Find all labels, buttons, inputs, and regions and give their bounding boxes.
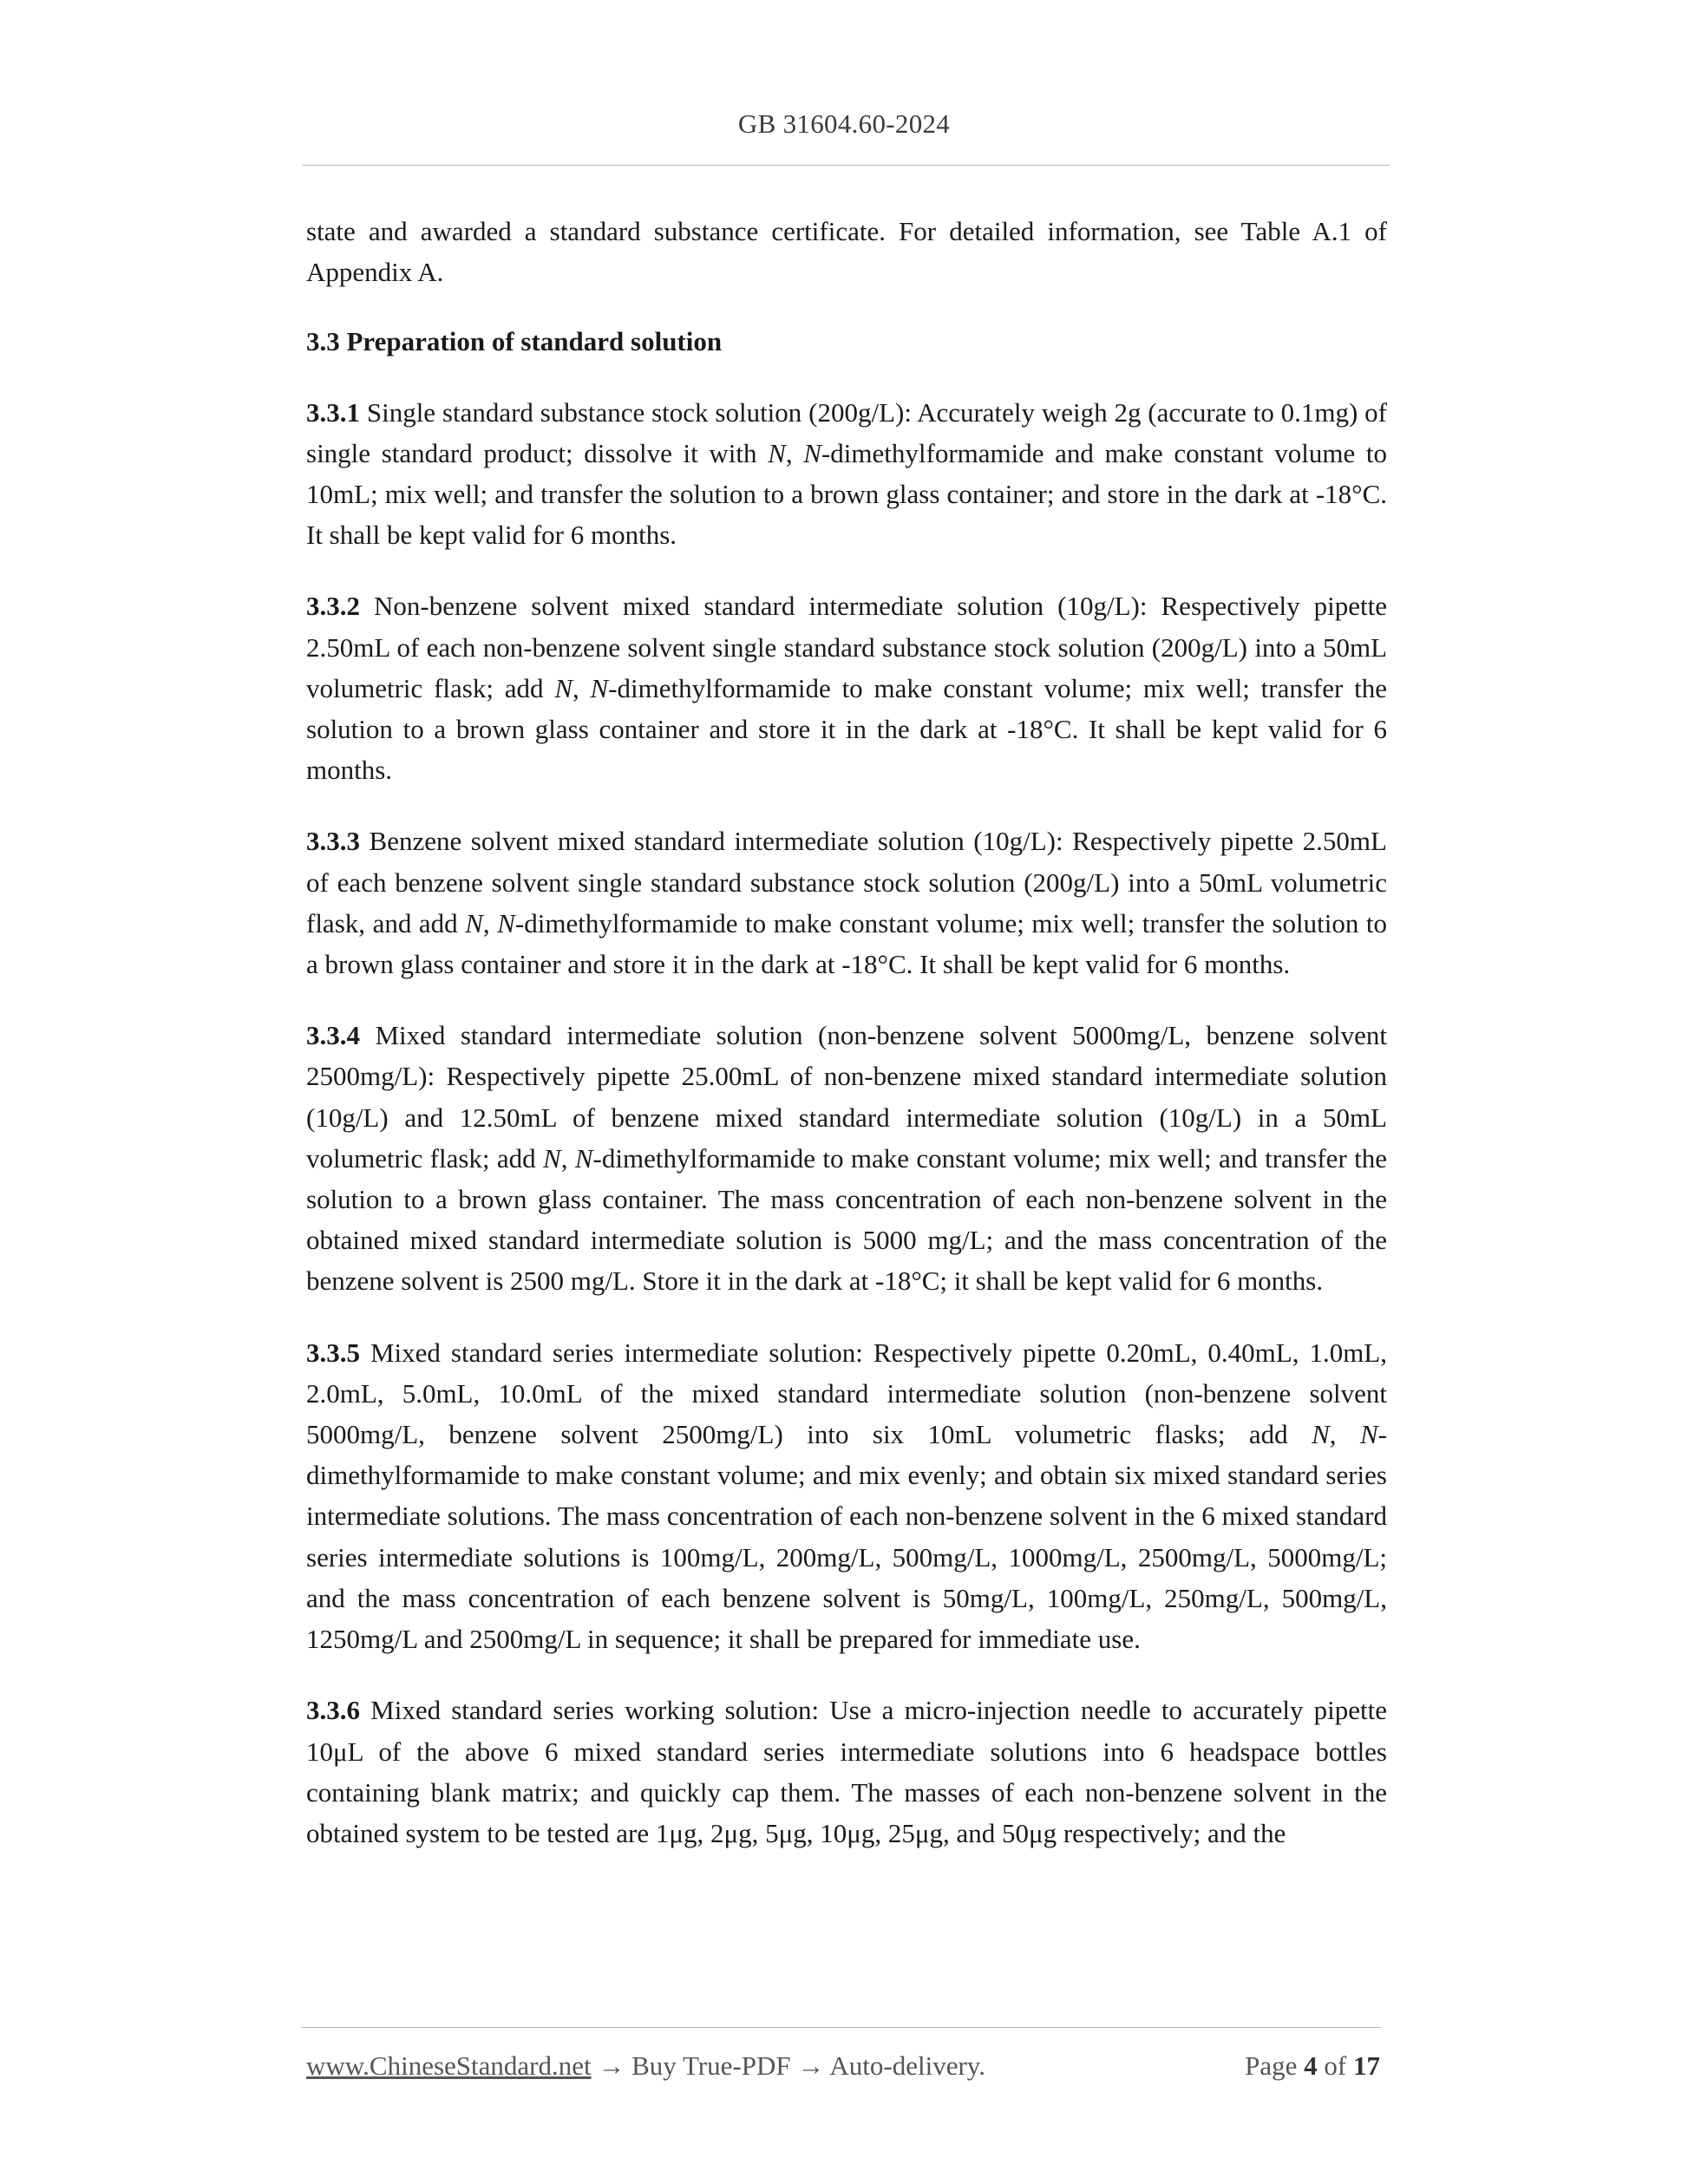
- page-indicator: [1245, 2050, 1380, 2082]
- page-label: Page: [1245, 2050, 1298, 2081]
- italic-n: N: [768, 437, 786, 468]
- paragraph-text: -dimethylformamide to make constant volume; mix well; and transfer the solution to a brown glass container. The mass concentration of each non-benzene solvent in the obtained mixed standard intermediate solution is 5000 mg/L; and the mass concentration of the benzene solvent is 2500 mg/L. Store it in the dark at -18°C; it shall be kept valid for 6 months.: [306, 1142, 1388, 1297]
- paragraph-text: -dimethylformamide to make constant volume; and mix evenly; and obtain six mixed standard series intermediate solutions. The mass concentration of each non-benzene solvent in the 6 mixed standard series intermediate solutions is 100mg/L, 200mg/L, 500mg/L, 1000mg/L, 2500mg/L, 5000mg/L; and the mass concentration of each benzene solvent is 50mg/L, 100mg/L, 250mg/L, 500mg/L, 1250mg/L and 2500mg/L in sequence; it shall be prepared for immediate use.: [306, 1419, 1387, 1655]
- italic-n: N: [590, 672, 609, 703]
- paragraph-text: -dimethylformamide to make constant volume; mix well; transfer the solution to a brown glass container and store it in the dark at -18°C. It shall be kept valid for 6 months.: [306, 672, 1388, 786]
- site-link[interactable]: www.ChineseStandard.net: [306, 2050, 592, 2081]
- italic-n: N: [497, 907, 515, 938]
- section-heading: 3.3 Preparation of standard solution: [306, 326, 723, 357]
- of-label: of: [1324, 2050, 1347, 2081]
- header-divider: [302, 165, 1390, 166]
- intro-paragraph: state and awarded a standard substance certificate. For detailed information, see Table A.1 of Appendix A.: [306, 216, 1387, 288]
- clause-number: 3.3.1: [306, 396, 360, 428]
- italic-n: N: [1359, 1419, 1378, 1450]
- paragraph-3-3-6: [306, 1690, 1387, 1854]
- paragraph-3-3-2: [306, 585, 1387, 790]
- italic-n: N: [554, 672, 572, 703]
- paragraph-text: ,: [785, 437, 804, 468]
- document-header: GB 31604.60-2024: [737, 108, 951, 139]
- buy-pdf-text: Buy True-PDF: [631, 2050, 791, 2081]
- italic-n: N: [1312, 1419, 1330, 1450]
- page-number: 4: [1304, 2050, 1318, 2081]
- auto-delivery-text: Auto-delivery.: [829, 2050, 986, 2081]
- paragraph-text: ,: [1329, 1419, 1360, 1450]
- paragraph-3-3-3: [306, 821, 1387, 984]
- document-body: [306, 211, 1387, 1884]
- clause-number: 3.3.6: [306, 1695, 360, 1726]
- paragraph-text: -dimethylformamide to make constant volume; mix well; transfer the solution to a brown glass container and store it in the dark at -18°C. It shall be kept valid for 6 months.: [306, 907, 1388, 980]
- paragraph-text: Non-benzene solvent mixed standard intermediate solution (10g/L): Respectively pipette 2.50mL of each non-benzene solvent single standard substance stock solution (200g/L) into a 50mL volumetric flask; add: [306, 591, 1387, 703]
- paragraph-text: Benzene solvent mixed standard intermediate solution (10g/L): Respectively pipette 2.50mL of each benzene solvent single standard substance stock solution (200g/L) into a 50mL volumetric flask, and add: [306, 826, 1387, 938]
- paragraph-3-3-4: [306, 1015, 1387, 1301]
- italic-n: N: [465, 907, 483, 938]
- paragraph-text: Single standard substance stock solution (200g/L): Accurately weigh 2g (accurate to 0.1mg) of single standard product; dissolve it with: [306, 396, 1387, 468]
- arrow-icon: →: [598, 2050, 625, 2081]
- clause-number: 3.3.3: [306, 826, 360, 857]
- paragraph-text: Mixed standard intermediate solution (non-benzene solvent 5000mg/L, benzene solvent 2500mg/L): Respectively pipette 25.00mL of non-benzene mixed standard intermediate solution (10g/L) and 12.50mL of benzene mixed standard intermediate solution (10g/L) in a 50mL volumetric flask; add: [306, 1020, 1387, 1174]
- paragraph-3-3-1: [306, 392, 1387, 556]
- italic-n: N: [543, 1142, 561, 1174]
- paragraph-text: ,: [572, 672, 591, 703]
- paragraph-text: ,: [560, 1142, 575, 1174]
- total-pages: 17: [1353, 2050, 1380, 2081]
- clause-number: 3.3.5: [306, 1337, 360, 1368]
- arrow-icon: →: [797, 2050, 825, 2081]
- paragraph-text: Mixed standard series intermediate solution: Respectively pipette 0.20mL, 0.40mL, 1.0mL, 2.0mL, 5.0mL, 10.0mL of the mixed standard intermediate solution (non-benzene solvent 5000mg/L, benzene solvent 2500mg/L) into six 10mL volumetric flasks; add: [306, 1337, 1387, 1450]
- paragraph-3-3-5: [306, 1332, 1387, 1660]
- footer-promo: [306, 2050, 985, 2082]
- footer-divider: [302, 2027, 1381, 2028]
- italic-n: N: [803, 437, 821, 468]
- clause-number: 3.3.4: [306, 1020, 360, 1051]
- paragraph-text: Mixed standard series working solution: Use a micro-injection needle to accurately pipette 10μL of the above 6 mixed standard series intermediate solutions into 6 headspace bottles containing blank matrix; and quickly cap them. The masses of each non-benzene solvent in the obtained system to be tested are 1μg, 2μg, 5μg, 10μg, 25μg, and 50μg respectively; and the: [306, 1695, 1387, 1848]
- paragraph-text: ,: [482, 907, 498, 938]
- clause-number: 3.3.2: [306, 591, 360, 622]
- paragraph-text: -dimethylformamide and make constant volume to 10mL; mix well; and transfer the solution to a brown glass container; and store in the dark at -18°C. It shall be kept valid for 6 months.: [306, 437, 1388, 551]
- italic-n: N: [574, 1142, 593, 1174]
